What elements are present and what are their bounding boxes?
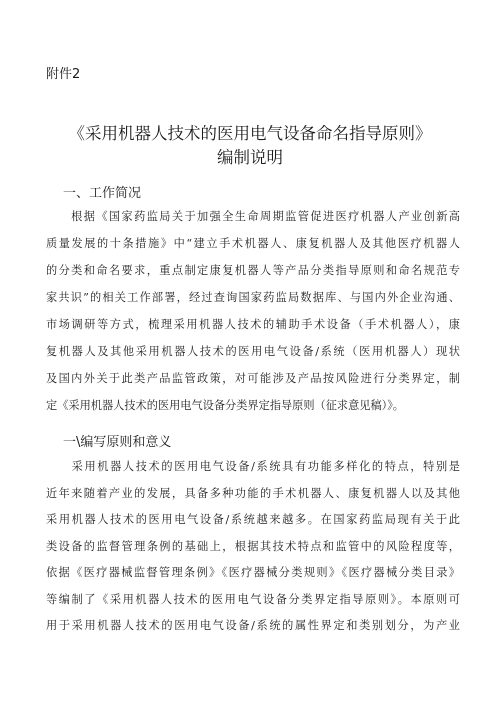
paragraph-line: 根据《国家药监局关于加强全生命周期监管促进医疗机器人产业创新高 xyxy=(46,210,460,223)
document-title-line-1: 《采用机器人技术的医用电气设备命名指导原则》 xyxy=(68,124,432,143)
paragraph-line: 类设备的监督管理条例的基础上，根据其技术特点和监管中的风险程度等， xyxy=(46,539,460,553)
section-heading-principles: 一\编写原则和意义 xyxy=(63,435,172,450)
paragraph-line: 的分类和命名要求，重点制定康复机器人等产品分类指导原则和命名规范专 xyxy=(46,264,460,277)
paragraph-line: 依据《医疗器械监督管理条例》《医疗器械分类规则》《医疗器械分类目录》 xyxy=(46,566,460,579)
paragraph-line: 及国内外关于此类产品监管政策，对可能涉及产品按风险进行分类界定，制 xyxy=(46,372,460,385)
paragraph-line: 等编制了《采用机器人技术的医用电气设备分类界定指导原则》。本原则可 xyxy=(46,592,460,606)
paragraph-line: 市场调研等方式，梳理采用机器人技术的辅助手术设备（手术机器人），康 xyxy=(46,318,460,331)
paragraph-line: 定《采用机器人技术的医用电气设备分类界定指导原则（征求意见稿）》。 xyxy=(46,399,404,412)
paragraph-line: 质量发展的十条措施》中“建立手术机器人、康复机器人及其他医疗机器人 xyxy=(46,237,460,250)
paragraph-line: 近年来随着产业的发展，具备多种功能的手术机器人、康复机器人以及其他 xyxy=(46,486,460,500)
document-title-line-2: 编制说明 xyxy=(217,148,283,167)
section-heading-work-overview: 一、工作简况 xyxy=(63,186,142,201)
attachment-label: 附件2 xyxy=(46,67,81,82)
paragraph-line: 采用机器人技术的医用电气设备/系统越来越多。在国家药监局现有关于此 xyxy=(46,513,460,526)
paragraph-line: 复机器人及其他采用机器人技术的医用电气设备/系统（医用机器人）现状 xyxy=(46,345,460,358)
paragraph-line: 家共识”的相关工作部署，经过查询国家药监局数据库、与国内外企业沟通、 xyxy=(46,291,460,304)
paragraph-line: 用于采用机器人技术的医用电气设备/系统的属性界定和类别划分，为产业 xyxy=(46,619,460,632)
paragraph-line: 采用机器人技术的医用电气设备/系统具有功能多样化的特点，特别是 xyxy=(46,460,460,473)
